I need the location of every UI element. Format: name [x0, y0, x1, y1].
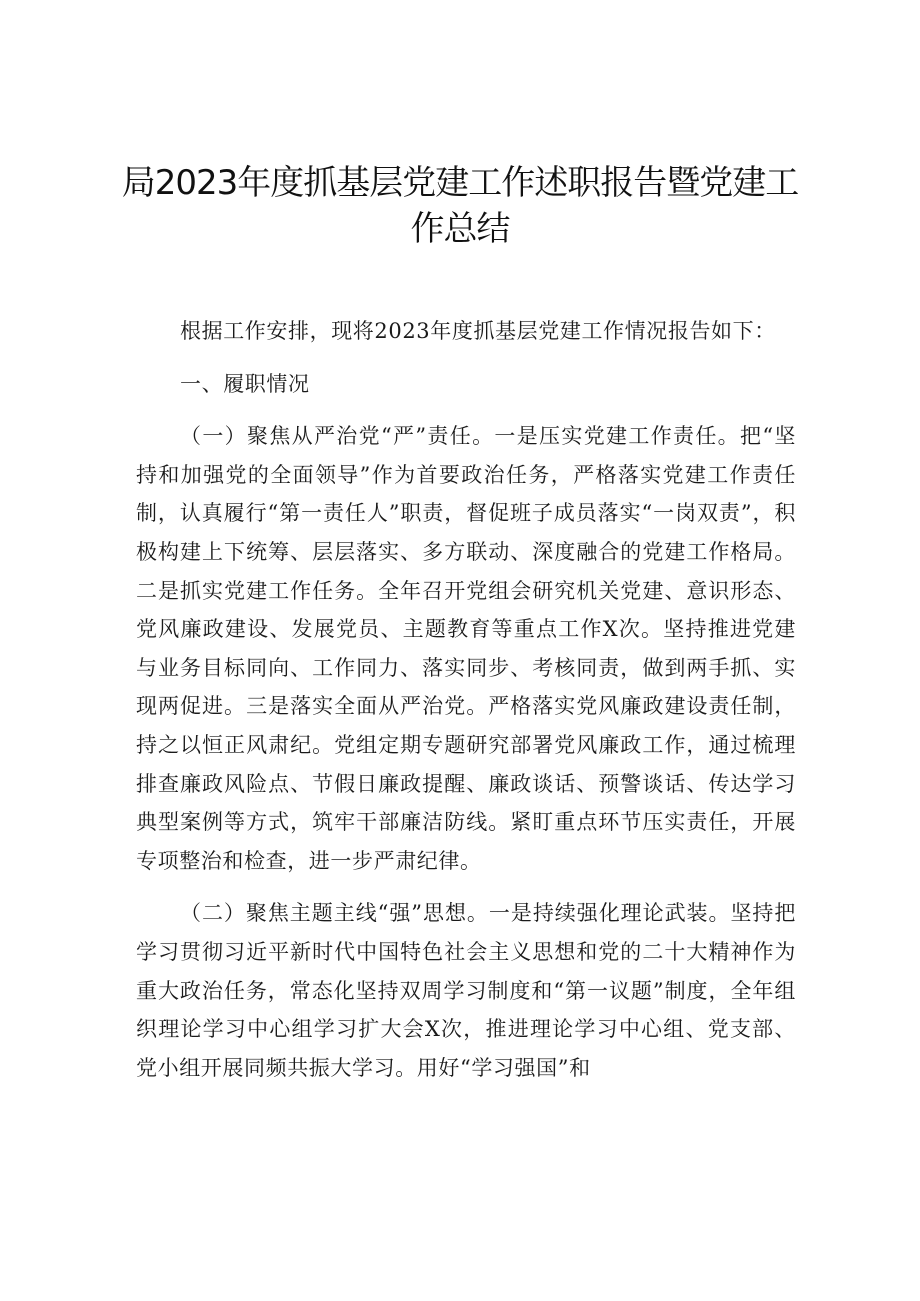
- section-1-paragraph: （一）聚焦从严治党“严”责任。一是压实党建工作责任。把“坚持和加强党的全面领导”作为首要政治任务，严格落实党建工作责任制，认真履行“第一责任人”职责，督促班子成员落实“一岗双责”，积极构建上下统筹、层层落实、多方联动、深度融合的党建工作格局。二是抓实党建工作任务。全年召开党组会研究机关党建、意识形态、党风廉政建设、发展党员、主题教育等重点工作X次。坚持推进党建与业务目标同向、工作同力、落实同步、考核同责，做到两手抓、实现两促进。三是落实全面从严治党。严格落实党风廉政建设责任制，持之以恒正风肃纪。党组定期专题研究部署党风廉政工作，通过梳理排查廉政风险点、节假日廉政提醒、廉政谈话、预警谈话、传达学习典型案例等方式，筑牢干部廉洁防线。紧盯重点环节压实责任，开展专项整治和检查，进一步严肃纪律。: [136, 424, 796, 873]
- title-line-2: 作总结: [410, 209, 510, 249]
- intro-paragraph: 根据工作安排，现将2023年度抓基层党建工作情况报告如下：: [180, 319, 776, 343]
- document-title: [120, 160, 800, 252]
- document-body: [136, 312, 796, 1087]
- section-heading-1: 一、履职情况: [180, 371, 310, 396]
- section-2-paragraph: （二）聚焦主题主线“强”思想。一是持续强化理论武装。坚持把学习贯彻习近平新时代中国特色社会主义思想和党的二十大精神作为重大政治任务，常态化坚持双周学习制度和“第一议题”制度，全年组织理论学习中心组学习扩大会X次，推进理论学习中心组、党支部、党小组开展同频共振大学习。用好“学习强国”和: [136, 901, 796, 1080]
- title-line-1: 局2023年度抓基层党建工作述职报告暨党建工: [121, 163, 799, 203]
